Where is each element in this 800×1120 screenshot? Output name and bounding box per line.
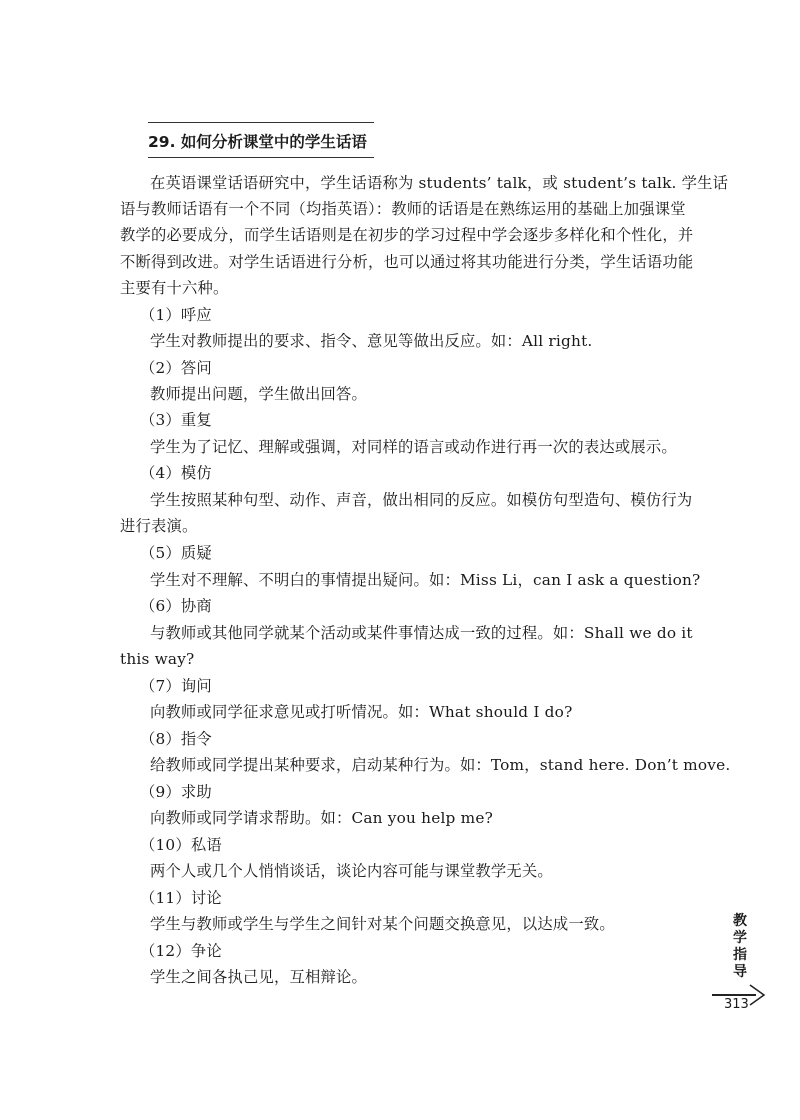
section-heading: 29. 如何分析课堂中的学生话语 [148,133,367,151]
item-description: 学生与教师或学生与学生之间针对某个问题交换意见，以达成一致。 [150,915,615,933]
item-description: 两个人或几个人悄悄谈话，谈论内容可能与课堂教学无关。 [150,862,553,880]
item-description: 向教师或同学请求帮助。如：Can you help me? [150,809,493,827]
item-title: （10）私语 [140,836,222,854]
item-description: 与教师或其他同学就某个活动或某件事情达成一致的过程。如：Shall we do it [150,624,693,642]
paragraph-line: 教学的必要成分，而学生话语则是在初步的学习过程中学会逐步多样化和个性化，并 [120,226,694,244]
item-title: （12）争论 [140,942,222,960]
side-tab-char: 教 [733,913,747,929]
item-description: 向教师或同学征求意见或打听情况。如：What should I do? [150,703,573,721]
side-tab-char: 指 [733,947,747,963]
item-description: 学生按照某种句型、动作、声音，做出相同的反应。如模仿句型造句、模仿行为 [150,491,693,509]
paragraph-line: 不断得到改进。对学生话语进行分析，也可以通过将其功能进行分类，学生话语功能 [120,253,694,271]
item-description: 给教师或同学提出某种要求，启动某种行为。如：Tom，stand here. Don’t move. [150,756,731,774]
item-description: 学生之间各执己见，互相辩论。 [150,968,367,986]
page-number: 313 [724,997,749,1012]
item-title: （2）答问 [140,359,212,377]
item-title: （3）重复 [140,411,212,429]
item-title: （9）求助 [140,783,212,801]
item-title: （1）呼应 [140,306,212,324]
item-description: 进行表演。 [120,517,198,535]
side-tab-char: 学 [733,930,747,946]
paragraph-line: 主要有十六种。 [120,279,229,297]
item-title: （4）模仿 [140,464,212,482]
item-title: （5）质疑 [140,544,212,562]
side-tab-char: 导 [733,964,747,980]
item-description: 学生对教师提出的要求、指令、意见等做出反应。如：All right. [150,332,593,350]
item-description: 教师提出问题，学生做出回答。 [150,385,367,403]
item-title: （8）指令 [140,730,212,748]
item-description: this way? [120,650,195,668]
section-heading-box [148,122,374,158]
item-title: （6）协商 [140,597,212,615]
paragraph-line: 语与教师话语有一个不同（均指英语）：教师的话语是在熟练运用的基础上加强课堂 [120,200,686,218]
paragraph-line: 在英语课堂话语研究中，学生话语称为 students’ talk，或 student’s talk. 学生话 [150,174,729,192]
item-description: 学生为了记忆、理解或强调，对同样的语言或动作进行再一次的表达或展示。 [150,438,677,456]
item-title: （7）询问 [140,677,212,695]
item-title: （11）讨论 [140,889,222,907]
item-description: 学生对不理解、不明白的事情提出疑问。如：Miss Li，can I ask a question? [150,571,701,589]
